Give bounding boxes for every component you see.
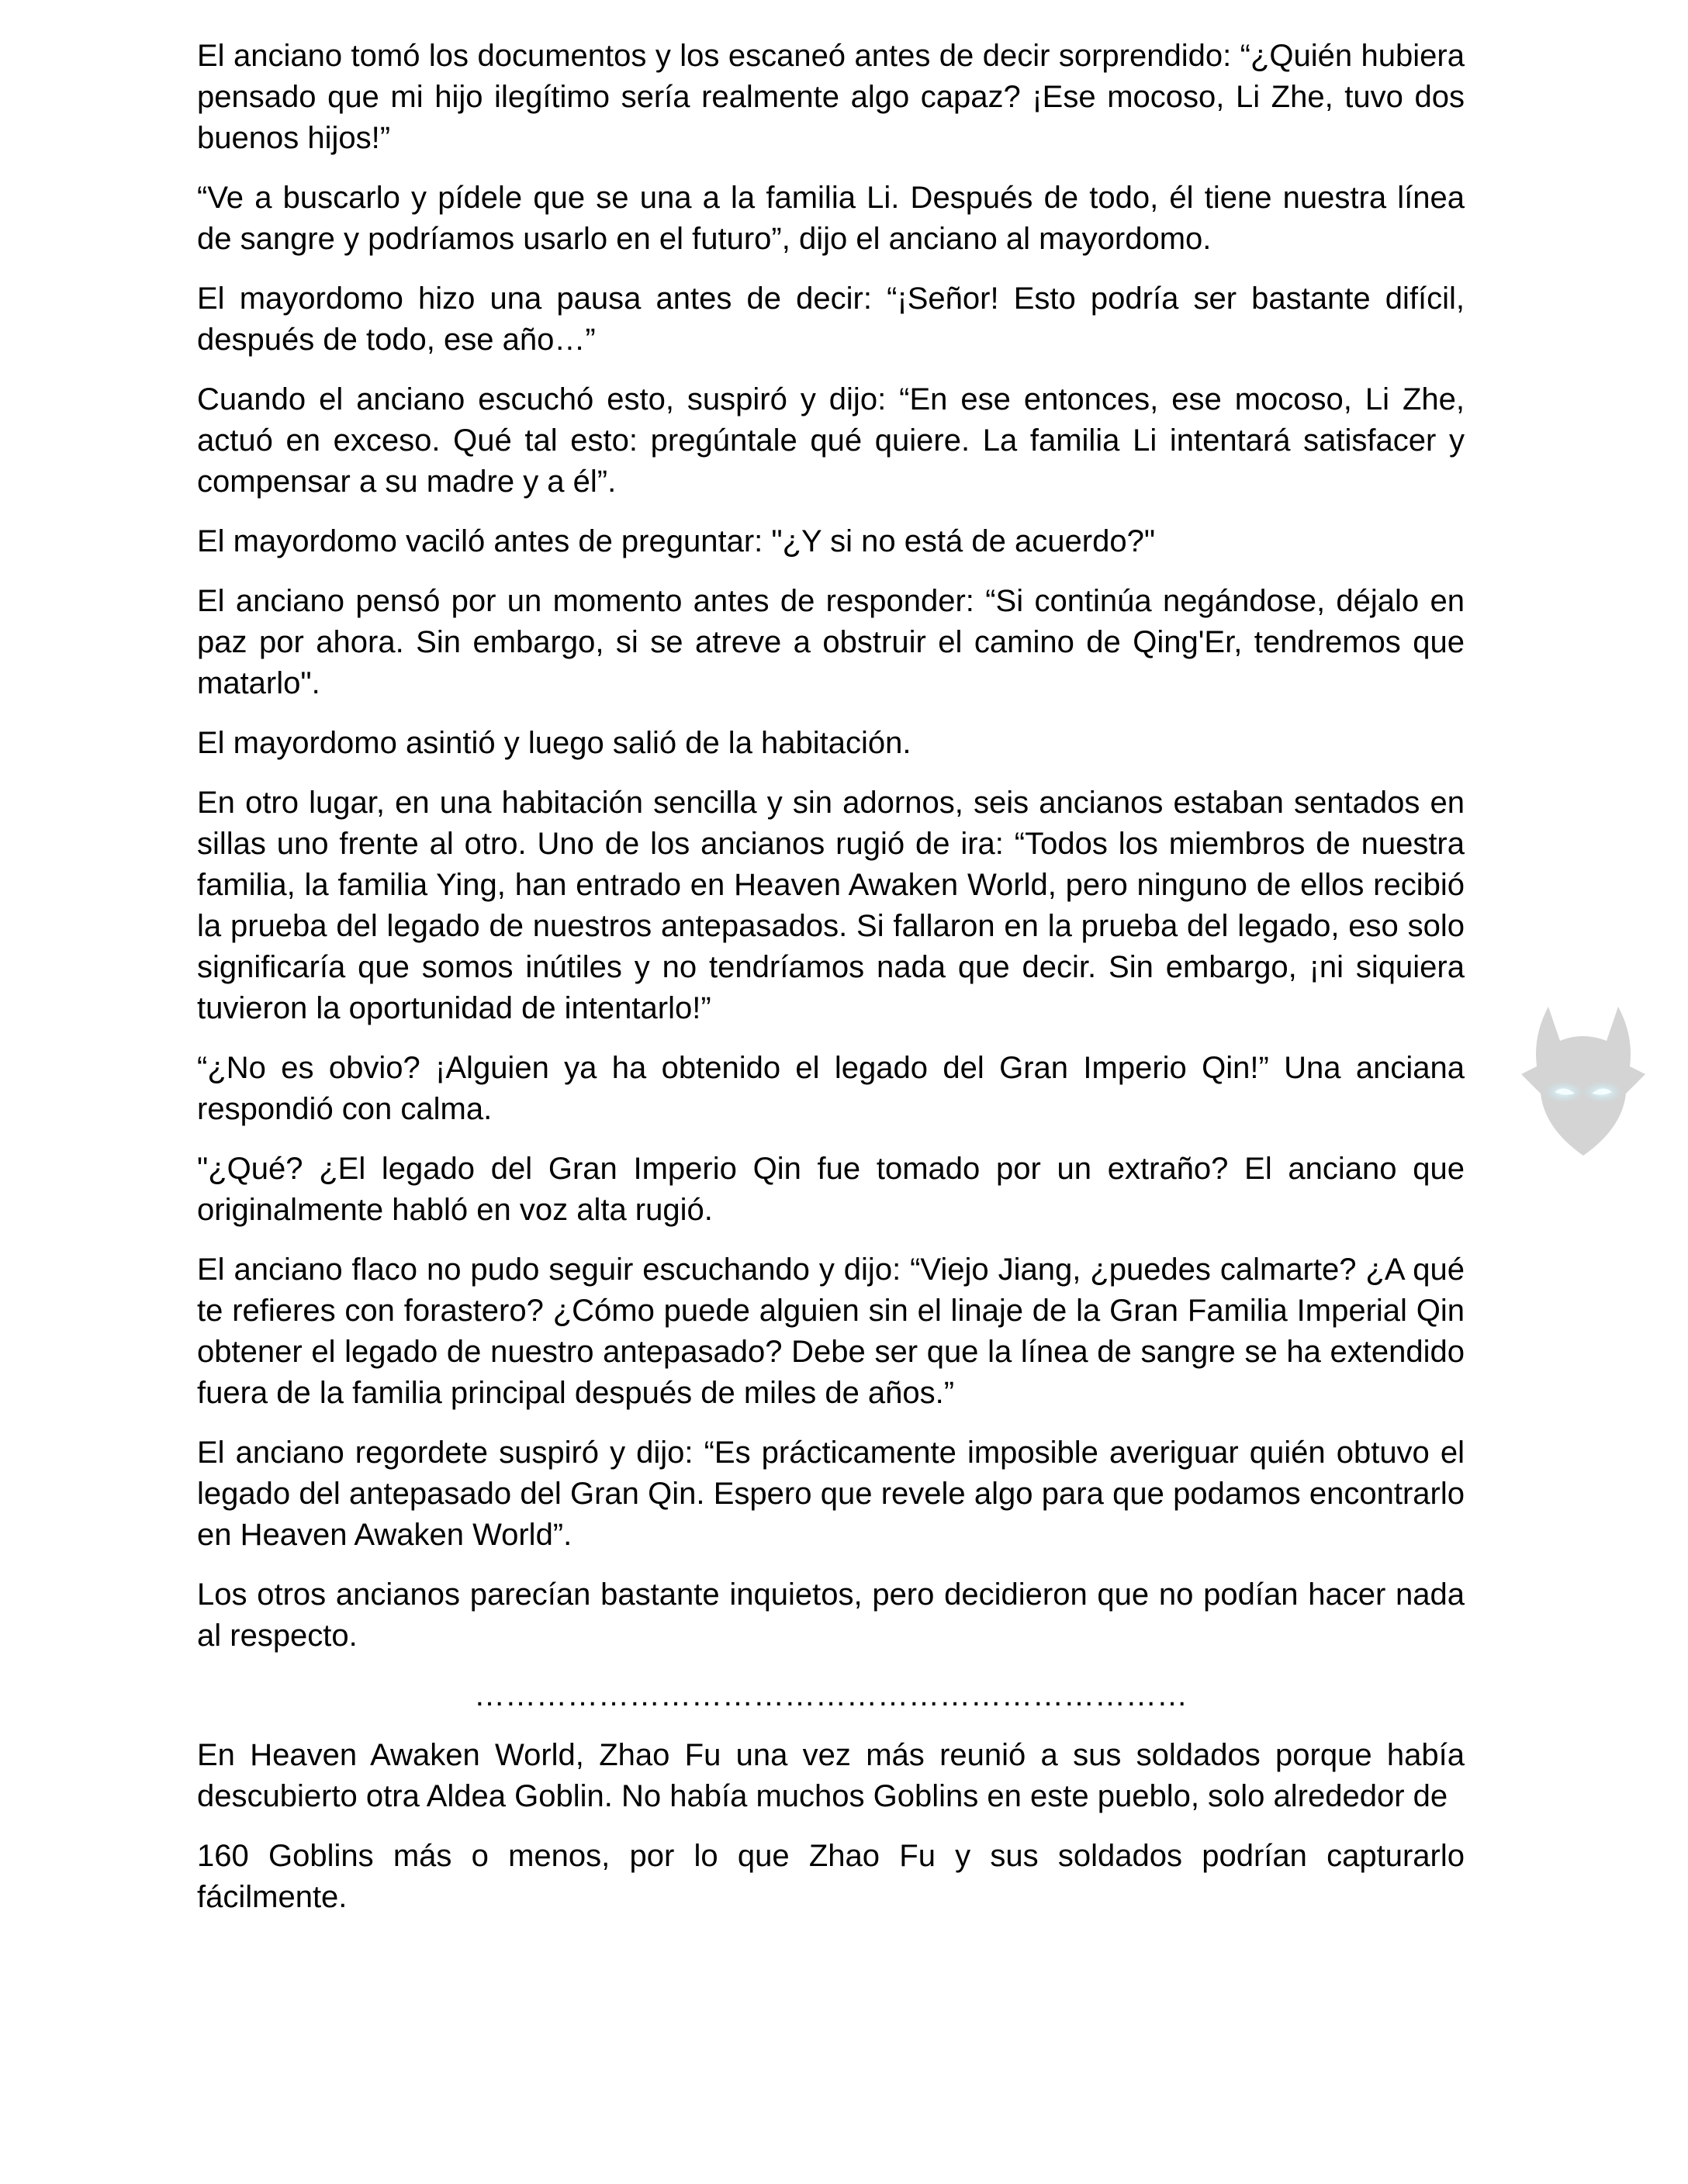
document-page (197, 36, 1465, 1937)
paragraph-8: En otro lugar, en una habitación sencilla y sin adornos, seis ancianos estaban sentados en sillas uno frente al otro. Uno de los ancianos rugió de ira: “Todos los miembros de nuestra familia, la familia Ying, han entrado en Heaven Awaken World, pero ninguno de ellos recibió la prueba del legado de nuestros antepasados. Si fallaron en la prueba del legado, eso solo significaría que somos inútiles y no tendríamos nada que decir. Sin embargo, ¡ni siquiera tuvieron la oportunidad de intentarlo!” (197, 786, 1465, 1025)
paragraph-9: “¿No es obvio? ¡Alguien ya ha obtenido el legado del Gran Imperio Qin!” Una anciana respondió con calma. (197, 1051, 1465, 1126)
paragraph-5: El mayordomo vaciló antes de preguntar: "¿Y si no está de acuerdo?" (197, 524, 1156, 558)
paragraph-14: En Heaven Awaken World, Zhao Fu una vez más reunió a sus soldados porque había descubierto otra Aldea Goblin. No había muchos Goblins en este pueblo, solo alrededor de (197, 1738, 1465, 1813)
paragraph-11: El anciano flaco no pudo seguir escuchando y dijo: “Viejo Jiang, ¿puedes calmarte? ¿A qué te refieres con forastero? ¿Cómo puede alguien sin el linaje de la Gran Familia Imperial Qin obtener el legado de nuestro antepasado? Debe ser que la línea de sangre se ha extendido fuera de la familia principal después de miles de años.” (197, 1253, 1465, 1410)
demon-head-icon (1517, 1000, 1649, 1163)
paragraph-10: "¿Qué? ¿El legado del Gran Imperio Qin fue tomado por un extraño? El anciano que originalmente habló en voz alta rugió. (197, 1152, 1465, 1227)
paragraph-2: “Ve a buscarlo y pídele que se una a la familia Li. Después de todo, él tiene nuestra línea de sangre y podríamos usarlo en el futuro”, dijo el anciano al mayordomo. (197, 181, 1465, 256)
paragraph-12: El anciano regordete suspiró y dijo: “Es prácticamente imposible averiguar quién obtuvo el legado del antepasado del Gran Qin. Espero que revele algo para que podamos encontrarlo en Heaven Awaken World”. (197, 1436, 1465, 1552)
paragraph-15: 160 Goblins más o menos, por lo que Zhao Fu y sus soldados podrían capturarlo fácilmente. (197, 1839, 1465, 1914)
paragraph-3: El mayordomo hizo una pausa antes de decir: “¡Señor! Esto podría ser bastante difícil, después de todo, ese año…” (197, 282, 1465, 357)
paragraph-4: Cuando el anciano escuchó esto, suspiró y dijo: “En ese entonces, ese mocoso, Li Zhe, actuó en exceso. Qué tal esto: pregúntale qué quiere. La familia Li intentará satisfacer y compensar a su madre y a él”. (197, 382, 1465, 499)
paragraph-6: El anciano pensó por un momento antes de responder: “Si continúa negándose, déjalo en paz por ahora. Sin embargo, si se atreve a obstruir el camino de Qing'Er, tendremos que matarlo". (197, 584, 1465, 700)
paragraph-7: El mayordomo asintió y luego salió de la habitación. (197, 726, 911, 760)
scene-separator: …………………………………………………………… (474, 1678, 1188, 1712)
paragraph-1: El anciano tomó los documentos y los escaneó antes de decir sorprendido: “¿Quién hubiera pensado que mi hijo ilegítimo sería realmente algo capaz? ¡Ese mocoso, Li Zhe, tuvo dos buenos hijos!” (197, 39, 1465, 155)
paragraph-13: Los otros ancianos parecían bastante inquietos, pero decidieron que no podían hacer nada al respecto. (197, 1578, 1465, 1653)
demon-head-shape (1521, 1007, 1645, 1156)
